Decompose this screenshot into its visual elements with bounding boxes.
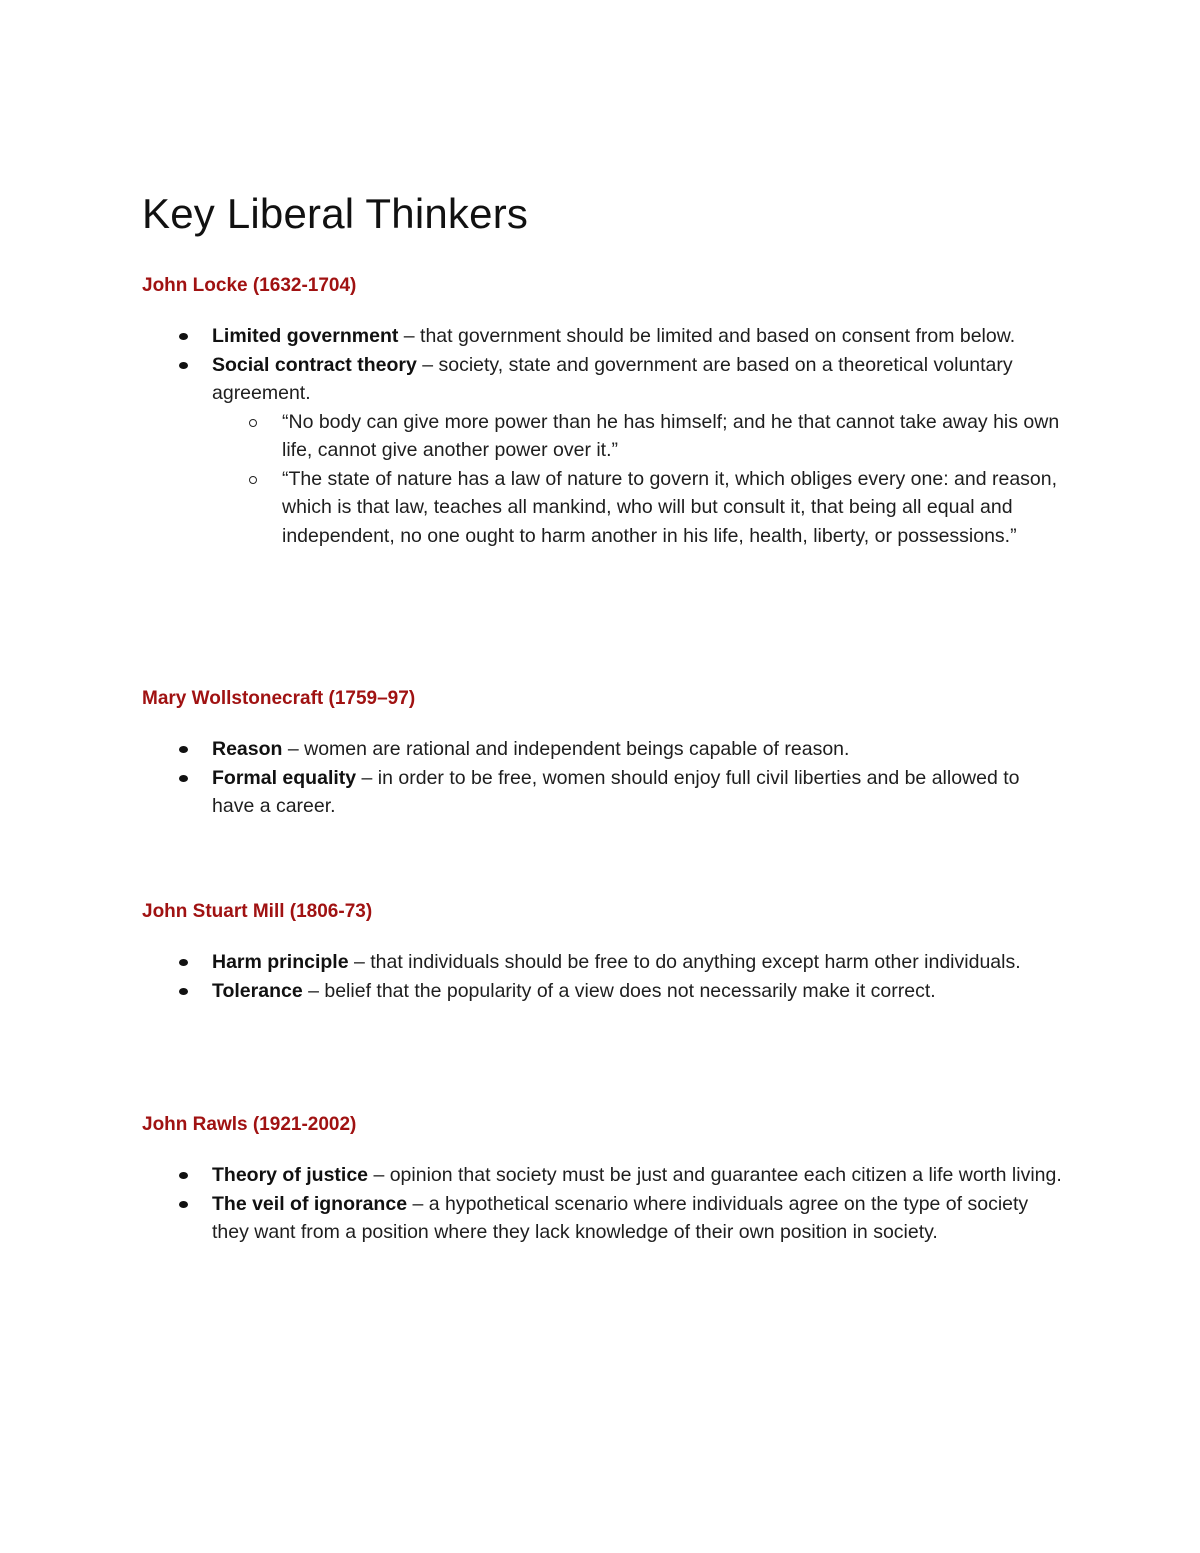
list-item: [142, 1190, 1062, 1247]
bullet-icon: [179, 775, 188, 782]
list-item: [142, 764, 1062, 821]
bullet-icon: [179, 746, 188, 753]
item-term: Harm principle: [212, 951, 349, 973]
quote-text: “The state of nature has a law of nature to govern it, which obliges every one: and reason, which is that law, teaches all mankind, who will but consult it, that being all equal and independent, no one ought to harm another in his life, health, liberty, or possessions.”: [282, 467, 1058, 547]
section-heading: John Locke (1632-1704): [142, 275, 357, 296]
circle-bullet-icon: [249, 476, 257, 484]
bullet-list: [142, 735, 1062, 821]
bullet-list: [142, 1161, 1062, 1247]
sub-list-item: [212, 465, 1062, 551]
section-john-locke: [142, 272, 1062, 547]
item-term: Limited government: [212, 325, 399, 347]
item-term: Tolerance: [212, 979, 303, 1002]
list-item: [142, 1161, 1062, 1190]
bullet-list: [142, 948, 1062, 1005]
item-text: – women are rational and independent beings capable of reason.: [282, 738, 850, 760]
item-text: – that government should be limited and based on consent from below.: [398, 325, 1016, 347]
item-term: Social contract theory: [212, 353, 417, 376]
item-text: – a hypothetical scenario where individuals agree on the type of society they want from a position where they lack knowledge of their own position in society.: [212, 1192, 1029, 1243]
item-term: The veil of ignorance: [212, 1192, 408, 1215]
item-text: – in order to be free, women should enjoy full civil liberties and be allowed to have a career.: [212, 766, 1020, 817]
bullet-icon: [179, 1201, 188, 1208]
list-item: [142, 977, 1062, 1006]
page-title: Key Liberal Thinkers: [142, 190, 529, 237]
circle-bullet-icon: [249, 419, 257, 427]
item-text: – that individuals should be free to do anything except harm other individuals.: [348, 951, 1021, 973]
section-mary-wollstonecraft: [142, 685, 1062, 817]
item-text: – opinion that society must be just and guarantee each citizen a life worth living.: [368, 1164, 1062, 1186]
bullet-icon: [179, 1172, 188, 1179]
item-text: – belief that the popularity of a view does not necessarily make it correct.: [302, 979, 936, 1002]
section-heading: John Rawls (1921-2002): [142, 1114, 357, 1135]
quote-text: “No body can give more power than he has himself; and he that cannot take away his own life, cannot give another power over it.”: [282, 410, 1060, 461]
item-term: Theory of justice: [212, 1164, 369, 1186]
list-item: [142, 948, 1062, 977]
list-item: [142, 735, 1062, 764]
bullet-icon: [179, 333, 188, 340]
list-item: [142, 322, 1062, 351]
section-heading: Mary Wollstonecraft (1759–97): [142, 688, 416, 709]
section-heading: John Stuart Mill (1806-73): [142, 901, 373, 922]
list-item: [142, 351, 1062, 551]
section-john-stuart-mill: [142, 898, 1062, 1002]
bullet-list: [142, 322, 1062, 550]
sub-list: [142, 408, 1062, 551]
item-term: Reason: [212, 738, 283, 760]
bullet-icon: [179, 988, 188, 995]
item-term: Formal equality: [212, 766, 357, 789]
sub-list-item: [212, 408, 1062, 465]
item-text: – society, state and government are based on a theoretical voluntary agreement.: [212, 353, 1013, 404]
bullet-icon: [179, 959, 188, 966]
bullet-icon: [179, 362, 188, 369]
section-john-rawls: [142, 1111, 1062, 1243]
